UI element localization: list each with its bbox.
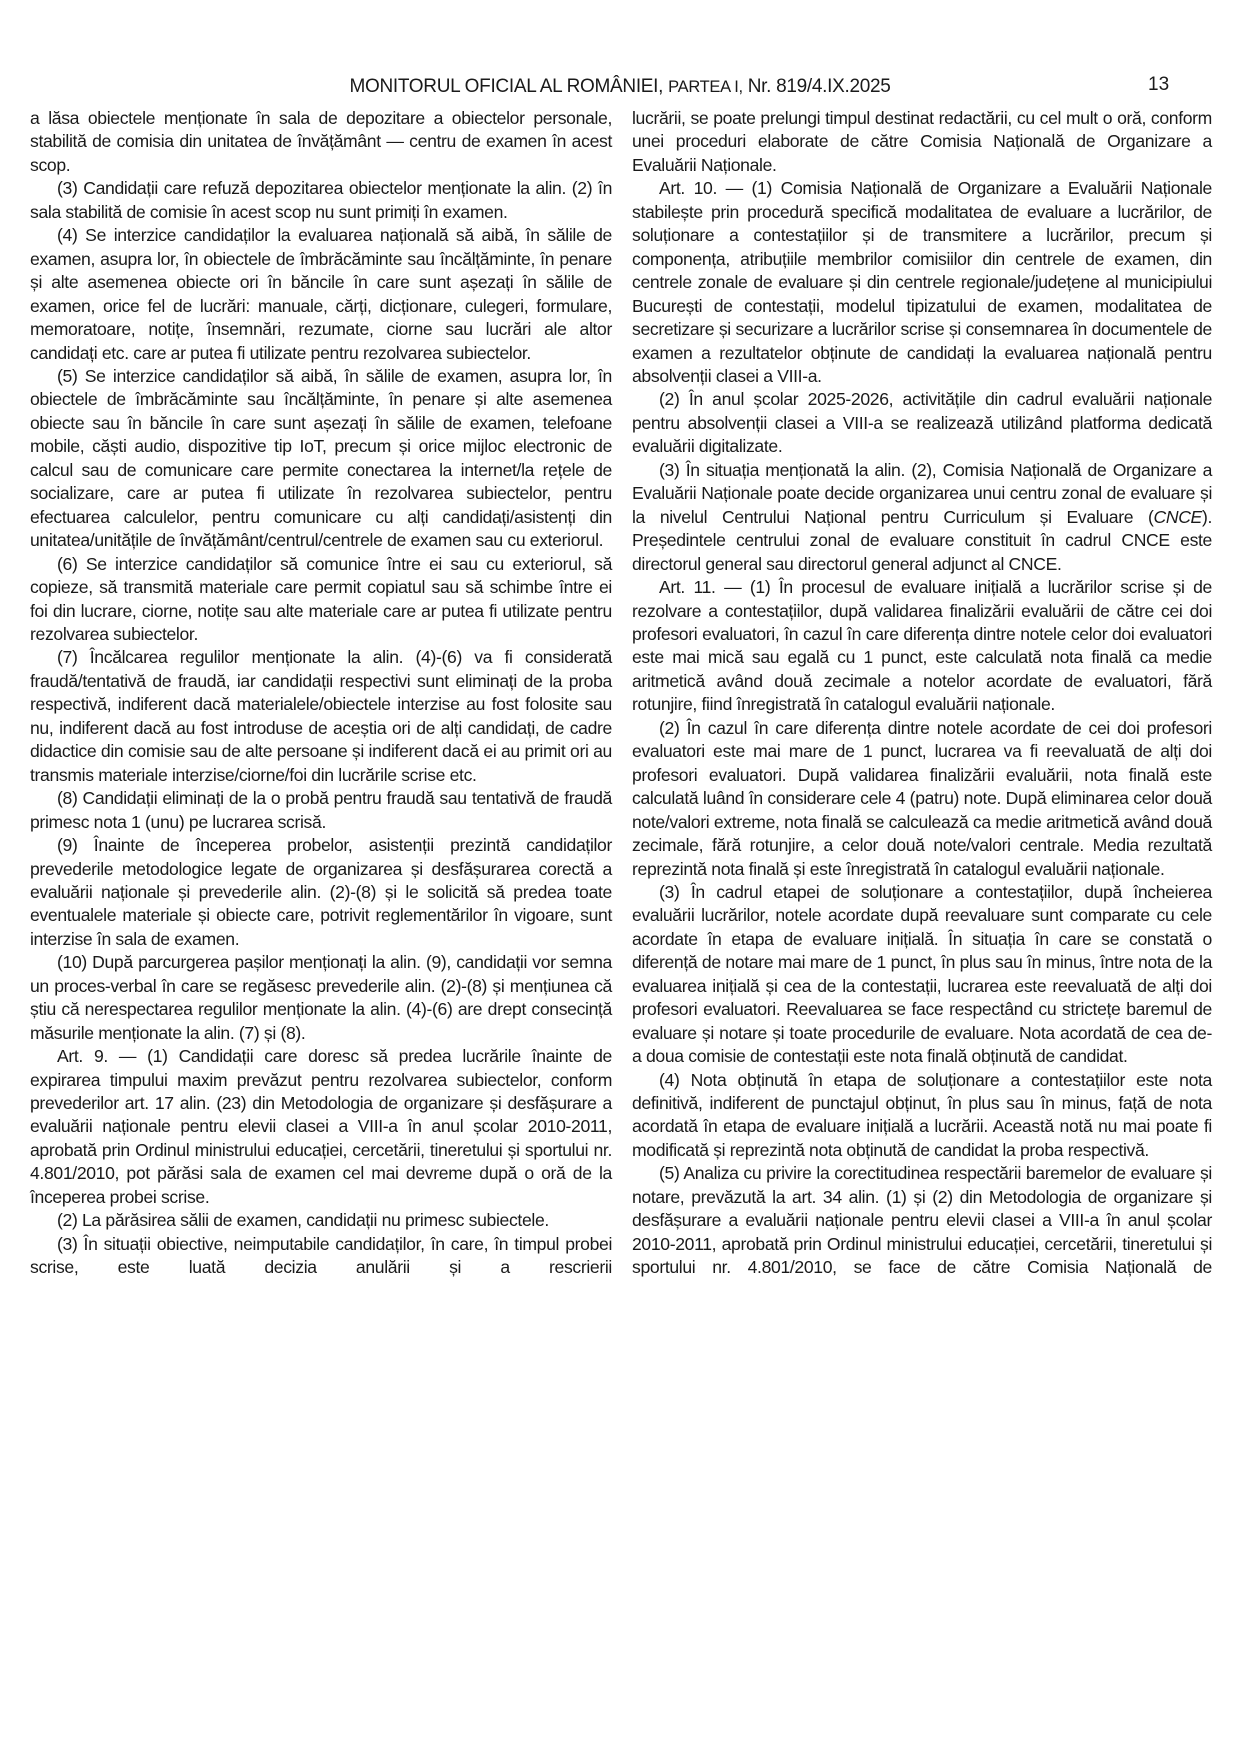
paragraph-art-11-alin-4: (4) Nota obținută în etapa de soluționare a contestațiilor este nota definitivă, indiferent de punctajul obținut, în plus sau în minus, față de nota acordată în etapa de evaluare inițială a lucrării. Această notă nu mai poate fi modificată și reprezintă nota obținută de candidat la proba respectivă.	[632, 1069, 1212, 1160]
page-header	[0, 76, 1240, 98]
paragraph-alin-8: (8) Candidații eliminați de la o probă pentru fraudă sau tentativă de fraudă primesc nota 1 (unu) pe lucrarea scrisă.	[30, 788, 612, 832]
paragraph-art-9-alin-2: (2) La părăsirea sălii de examen, candidații nu primesc subiectele.	[57, 1210, 549, 1231]
paragraph-art-9-alin-3: (3) În situații obiective, neimputabile candidaților, în care, în timpul probei scrise, este luată decizia anulării și a rescrierii	[30, 1233, 612, 1278]
paragraph-alin-4: (4) Se interzice candidaților la evaluarea națională să aibă, în sălile de examen, asupra lor, în obiectele de îmbrăcăminte sau încălțăminte, în penare și alte asemenea obiecte ori în băncile în care sunt așezați în sălile de examen, orice fel de lucrări: manuale, cărți, dicționare, culegeri, formulare, memoratoare, notițe, însemnări, rezumate, ciorne sau lucrări ale altor candidați etc. care ar putea fi utilizate pentru rezolvarea subiectelor.	[30, 225, 612, 363]
left-column	[30, 107, 612, 1280]
publication-part: PARTEA I,	[668, 78, 743, 96]
right-column	[632, 107, 1212, 1280]
paragraph-alin-3: (3) Candidații care refuză depozitarea obiectelor menționate la alin. (2) în sala stabilită de comisie în acest scop nu sunt primiți în examen.	[30, 178, 612, 222]
paragraph-art-11-alin-5: (5) Analiza cu privire la corectitudinea respectării baremelor de evaluare și notare, prevăzută la art. 34 alin. (1) și (2) din Metodologia de organizare și desfășurare a evaluării naționale pentru elevii clasei a VIII-a în anul școlar 2010-2011, aprobată prin Ordinul ministrului educației, cercetării, tineretului și sportului nr. 4.801/2010, se face de către Comisia Națională de	[632, 1163, 1212, 1278]
paragraph-art-11-alin-3: (3) În cadrul etapei de soluționare a contestațiilor, după încheierea evaluării lucrărilor, notele acordate după reevaluare sunt comparate cu cele acordate în etapa de evaluare inițială. În situația în care se constată o diferență de notare mai mare de 1 punct, în plus sau în minus, între nota de la evaluarea inițială și cea de la contestații, lucrarea este reevaluată de alți doi profesori evaluatori. Reevaluarea se face respectând cu strictețe baremul de evaluare și notare și toate procedurile de evaluare. Nota acordată de cea de-a doua comisie de contestații este nota finală obținută de candidat.	[632, 881, 1212, 1067]
paragraph-alin-10: (10) După parcurgerea pașilor menționați la alin. (9), candidații vor semna un proces-verbal în care se regăsesc prevederile alin. (2)-(8) și mențiunea că știu că nerespectarea regulilor menționate la alin. (4)-(6) are drept consecință măsurile menționate la alin. (7) și (8).	[30, 952, 612, 1043]
text-run: ). Președintele centrului zonal de evaluare constituit în cadrul CNCE este directorul general sau directorul general adjunct al CNCE.	[632, 506, 1212, 574]
paragraph-art-11-alin-2: (2) În cazul în care diferența dintre notele acordate de cei doi profesori evaluatori este mai mare de 1 punct, lucrarea va fi reevaluată de alți doi profesori evaluatori. După validarea finalizării evaluării, nota finală este calculată luând în considerare cele 4 (patru) note. După eliminarea celor două note/valori extreme, nota finală se calculează ca medie aritmetică având două zecimale, fără rotunjire, a celor două note/valori centrale. Media rezultată reprezintă nota finală și este înregistrată în catalogul evaluării naționale.	[632, 717, 1212, 879]
publication-issue: Nr. 819/4.IX.2025	[747, 76, 891, 97]
publication-title: MONITORUL OFICIAL AL ROMÂNIEI,	[349, 76, 664, 97]
paragraph-alin-7: (7) Încălcarea regulilor menționate la alin. (4)-(6) va fi considerată fraudă/tentativă de fraudă, iar candidații respectivi sunt eliminați de la proba respectivă, indiferent dacă materialele/obiectele interzise au fost folosite sau nu, indiferent dacă au fost introduse de aceștia ori de alți candidați, de cadre didactice din comisie sau de alte persoane și indiferent dacă ei au primit ori au transmis materiale interzise/ciorne/foi din lucrările scrise etc.	[30, 647, 612, 785]
paragraph-alin-9: (9) Înainte de începerea probelor, asistenții prezintă candidaților prevederile metodologice legate de organizarea și desfășurarea corectă a evaluării naționale și prevederile alin. (2)-(8) și le solicită să predea toate eventualele materiale și obiecte care, potrivit reglementărilor în vigoare, sunt interzise în sala de examen.	[30, 835, 612, 949]
paragraph-art-11-alin-1: Art. 11. — (1) În procesul de evaluare inițială a lucrărilor scrise și de rezolvare a contestațiilor, după validarea finalizării evaluării de către cei doi profesori evaluatori, în cazul în care diferența dintre notele celor doi evaluatori este mai mică sau egală cu 1 punct, este calculată nota finală ca medie aritmetică având două zecimale a notelor acordate de evaluatori, fără rotunjire, fiind înregistrată în catalogul evaluării naționale.	[632, 577, 1212, 715]
paragraph-art-9-alin-1: Art. 9. — (1) Candidații care doresc să predea lucrările înainte de expirarea timpului maxim prevăzut pentru rezolvarea subiectelor, conform prevederilor art. 17 alin. (23) din Metodologia de organizare și desfășurare a evaluării naționale pentru elevii clasei a VIII-a în anul școlar 2010-2011, aprobată prin Ordinul ministrului educației, cercetării, tineretului și sportului nr. 4.801/2010, pot părăsi sala de examen cel mai devreme după o oră de la începerea probei scrise.	[30, 1046, 612, 1207]
paragraph-continuation: a lăsa obiectele menționate în sala de depozitare a obiectelor personale, stabilită de comisia din unitatea de învățământ — centru de examen în acest scop.	[30, 108, 612, 175]
text-run: (3) În situația menționată la alin. (2), Comisia Națională de Organizare a Evaluării Naționale poate decide organizarea unui centru zonal de evaluare și la nivelul Centrului Național pentru Curriculum și Evaluare (	[632, 459, 1212, 527]
paragraph-alin-6: (6) Se interzice candidaților să comunice între ei sau cu exteriorul, să copieze, să transmită materiale care permit copiatul sau să schimbe între ei foi din lucrare, ciorne, notițe sau alte materiale care ar putea fi utilizate pentru rezolvarea subiectelor.	[30, 553, 612, 644]
paragraph-art-10-alin-3	[632, 459, 1212, 576]
page-number: 13	[1148, 74, 1170, 95]
paragraph-alin-5: (5) Se interzice candidaților să aibă, în sălile de examen, asupra lor, în obiectele de îmbrăcăminte sau încălțăminte, în penare și alte asemenea obiecte sau în băncile în care sunt așezați în sălile de examen, telefoane mobile, căști audio, dispozitive tip IoT, precum și orice mijloc electronic de calcul sau de comunicare care permite conectarea la internet/la rețele de socializare, care ar putea fi utilizate în rezolvarea subiectelor, pentru efectuarea calculelor, pentru comunicare cu alți candidați/asistenți din unitatea/unitățile de învățământ/centrul/centrele de examen sau cu exteriorul.	[30, 365, 612, 551]
paragraph-art-10-alin-1: Art. 10. — (1) Comisia Națională de Organizare a Evaluării Naționale stabilește prin procedură specifică modalitatea de evaluare a lucrărilor, de soluționare a contestațiilor și de transmitere a lucrărilor, precum și componența, atribuțiile membrilor comisiilor din centrele de examen, din centrele zonale de evaluare și din centrele regionale/județene al municipiului București de contestații, modelul tipizatului de examen, modalitatea de secretizare și securizare a lucrărilor scrise și consemnarea în documentele de examen a rezultatelor obținute de candidați la evaluarea națională pentru absolvenții clasei a VIII-a.	[632, 178, 1212, 386]
paragraph-art-10-alin-2: (2) În anul școlar 2025-2026, activitățile din cadrul evaluării naționale pentru absolvenții clasei a VIII-a se realizează utilizând platforma dedicată evaluării digitalizate.	[632, 389, 1212, 457]
italic-abbreviation: CNCE	[1153, 506, 1202, 527]
paragraph-continuation: lucrării, se poate prelungi timpul destinat redactării, cu cel mult o oră, conform unei proceduri elaborate de către Comisia Națională de Organizare a Evaluării Naționale.	[632, 108, 1212, 175]
